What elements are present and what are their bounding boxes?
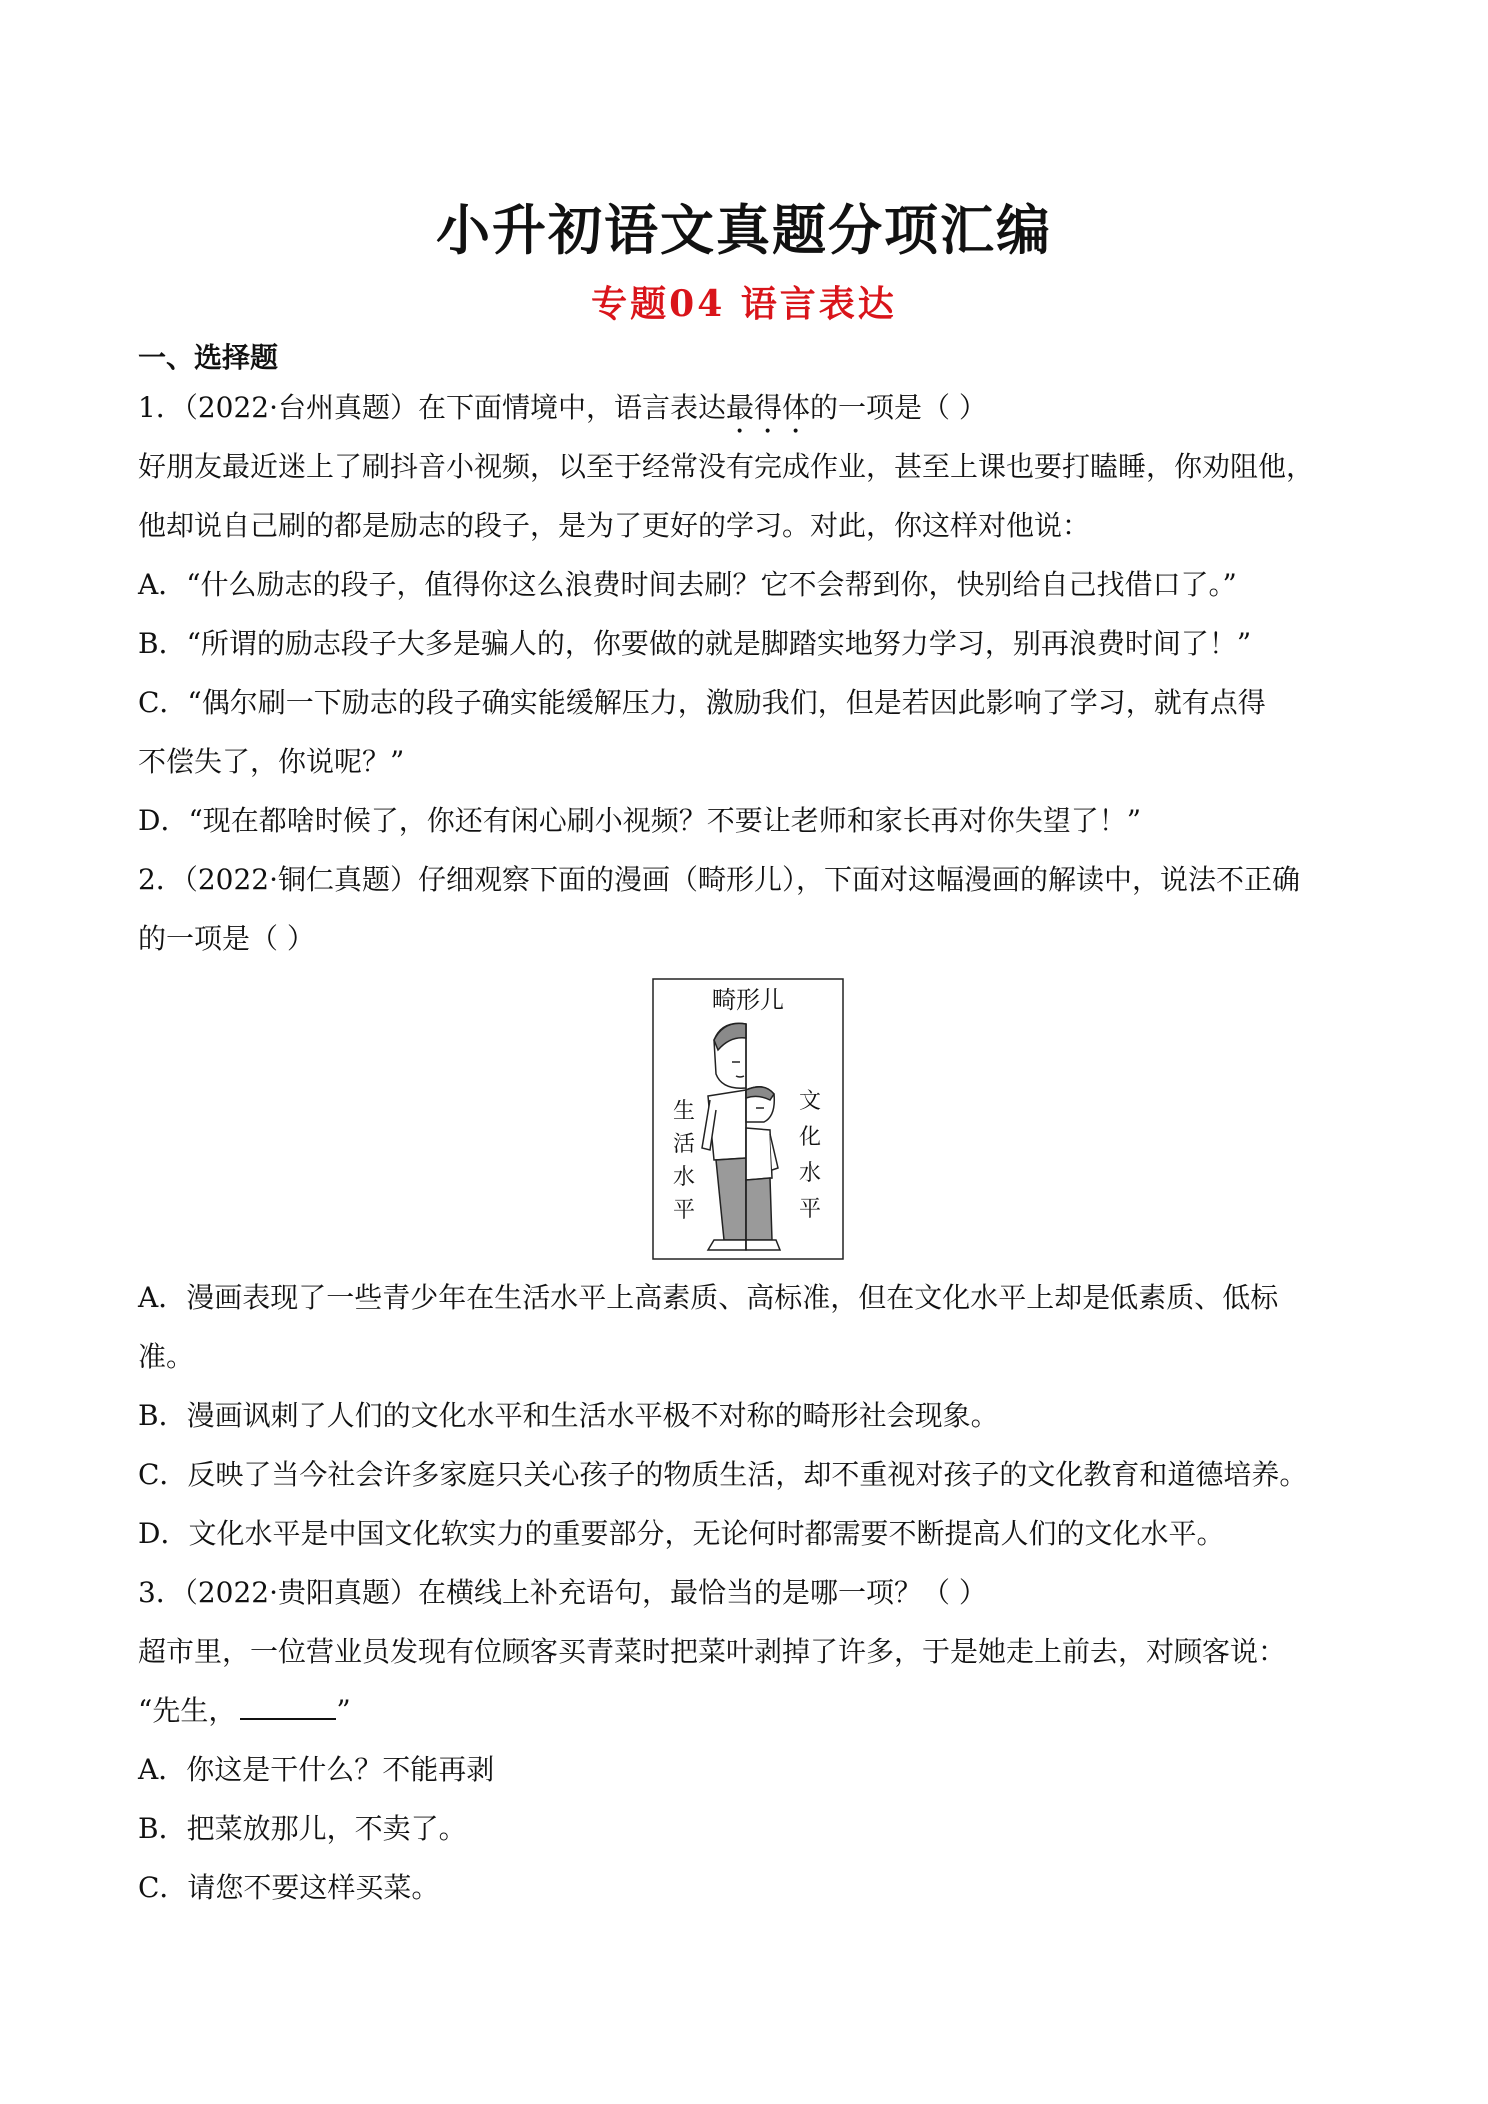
- q1-context-line1: 好朋友最近迷上了刷抖音小视频，以至于经常没有完成作业，甚至上课也要打瞌睡，你劝阻他，: [138, 450, 1315, 483]
- q2-option-b: B．漫画讽刺了人们的文化水平和生活水平极不对称的畸形社会现象。: [138, 1399, 999, 1432]
- q1-option-d: D．“现在都啥时候了，你还有闲心刷小视频？不要让老师和家长再对你失望了！”: [138, 804, 1142, 837]
- q2-option-d: D．文化水平是中国文化软实力的重要部分，无论何时都需要不断提高人们的文化水平。: [138, 1517, 1225, 1550]
- cartoon-right-char-4: 平: [798, 1197, 822, 1222]
- cartoon-right-char-3: 水: [798, 1161, 822, 1186]
- section-heading: 一、选择题: [138, 341, 279, 374]
- cartoon-illustration: [652, 978, 844, 1260]
- q2-option-c: C．反映了当今社会许多家庭只关心孩子的物质生活，却不重视对孩子的文化教育和道德培养。: [138, 1458, 1308, 1491]
- q3-option-b: B．把菜放那儿，不卖了。: [138, 1812, 467, 1845]
- q2-option-a-line1: A．漫画表现了一些青少年在生活水平上高素质、高标准，但在文化水平上却是低素质、低标: [138, 1281, 1279, 1314]
- cartoon-right-char-1: 文: [798, 1089, 822, 1114]
- topic-subtitle: 专题04 语言表达: [591, 283, 897, 325]
- q3-stem: 3．（2022·贵阳真题）在横线上补充语句，最恰当的是哪一项？（ ）: [138, 1576, 987, 1609]
- q3-context-line2: “先生， ”: [138, 1694, 351, 1727]
- q1-option-c-line1: C．“偶尔刷一下励志的段子确实能缓解压力，激励我们，但是若因此影响了学习，就有点得: [138, 686, 1266, 719]
- q3-option-c: C．请您不要这样买菜。: [138, 1871, 440, 1904]
- q1-option-b: B．“所谓的励志段子大多是骗人的，你要做的就是脚踏实地努力学习，别再浪费时间了！”: [138, 627, 1252, 660]
- q3-context-line1: 超市里，一位营业员发现有位顾客买青菜时把菜叶剥掉了许多，于是她走上前去，对顾客说：: [138, 1635, 1287, 1668]
- q1-emphasis: 最得体: [725, 391, 810, 424]
- cartoon-left-char-3: 水: [672, 1165, 696, 1190]
- q1-context-line2: 他却说自己刷的都是励志的段子，是为了更好的学习。对此，你这样对他说：: [138, 509, 1091, 542]
- cartoon-left-char-2: 活: [672, 1132, 696, 1157]
- q3-option-a: A．你这是干什么？不能再剥: [138, 1753, 495, 1786]
- q2-stem-line1: 2．（2022·铜仁真题）仔细观察下面的漫画（畸形儿），下面对这幅漫画的解读中，说法不正确: [138, 863, 1300, 896]
- q1-option-c-line2: 不偿失了，你说呢？”: [138, 745, 405, 778]
- cartoon-title: 畸形儿: [712, 986, 784, 1014]
- cartoon-left-char-4: 平: [672, 1198, 696, 1223]
- document-body: [138, 338, 1356, 1917]
- cartoon-figure: [138, 968, 1356, 1268]
- answer-blank: [240, 1692, 336, 1720]
- page-title: 小升初语文真题分项汇编: [436, 199, 1052, 262]
- q2-stem-line2: 的一项是（ ）: [138, 922, 315, 955]
- cartoon-left-char-1: 生: [672, 1099, 696, 1124]
- cartoon-right-char-2: 化: [798, 1125, 822, 1150]
- q1-option-a: A．“什么励志的段子，值得你这么浪费时间去刷？它不会帮到你，快别给自己找借口了。”: [138, 568, 1237, 601]
- q1-stem: 1．（2022·台州真题）在下面情境中，语言表达最得体的一项是（ ）: [138, 391, 987, 424]
- q2-option-a-line2: 准。: [138, 1340, 195, 1373]
